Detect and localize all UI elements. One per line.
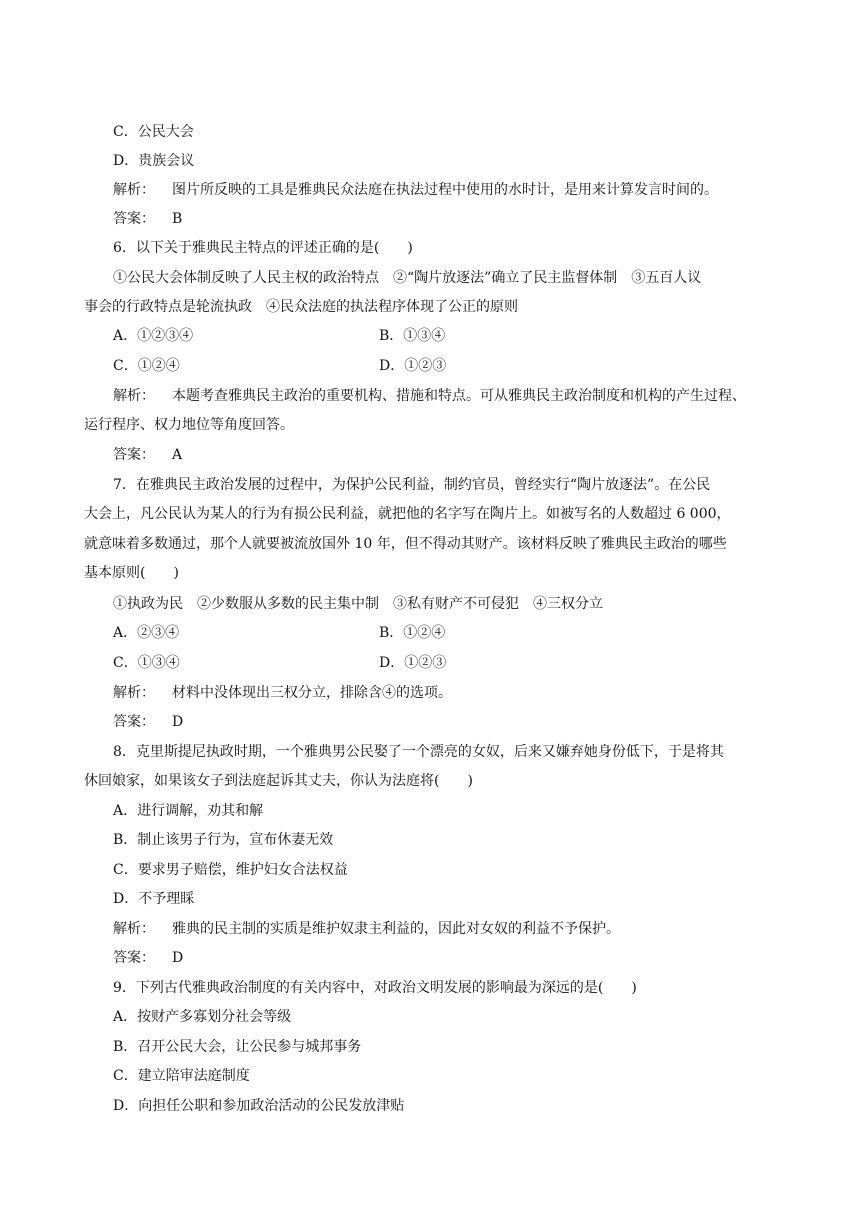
q7-stem-line2: 大会上，凡公民认为某人的行为有损公民利益，就把他的名字写在陶片上。如被写名的人数超过 6 000， bbox=[84, 506, 731, 522]
q6-answer bbox=[113, 441, 182, 470]
answer-value: B bbox=[172, 211, 183, 227]
q7-items: ①执政为民 ②少数服从多数的民主集中制 ③私有财产不可侵犯 ④三权分立 bbox=[113, 596, 603, 612]
q5-option-c: C．公民大会 bbox=[113, 124, 194, 140]
q6-stem: 6．以下关于雅典民主特点的评述正确的是( ) bbox=[113, 240, 413, 256]
answer-label: 答案： bbox=[113, 950, 155, 966]
q6-items-line1: ①公民大会体制反映了人民主权的政治特点 ②“陶片放逐法”确立了民主监督体制 ③五百人议 bbox=[113, 270, 702, 286]
q5-analysis bbox=[113, 176, 718, 205]
answer-value: D bbox=[172, 714, 184, 730]
q7-option-b: B．①②④ bbox=[379, 625, 446, 641]
q9-option-d: D．向担任公职和参加政治活动的公民发放津贴 bbox=[113, 1098, 405, 1114]
q7-answer bbox=[113, 708, 183, 737]
q7-option-a: A．②③④ bbox=[113, 625, 180, 641]
analysis-text: 材料中没体现出三权分立，排除含④的选项。 bbox=[172, 685, 452, 701]
analysis-label: 解析： bbox=[113, 388, 155, 404]
q6-items-line2: 事会的行政特点是轮流执政 ④民众法庭的执法程序体现了公正的原则 bbox=[84, 299, 518, 315]
analysis-text: 本题考查雅典民主政治的重要机构、措施和特点。可从雅典民主政治制度和机构的产生过程、 bbox=[172, 388, 746, 404]
answer-label: 答案： bbox=[113, 211, 155, 227]
answer-label: 答案： bbox=[113, 714, 155, 730]
analysis-label: 解析： bbox=[113, 921, 155, 937]
q8-stem-line2: 休回娘家，如果该女子到法庭起诉其丈夫，你认为法庭将( ) bbox=[84, 773, 473, 789]
q8-option-d: D．不予理睬 bbox=[113, 891, 195, 907]
q7-stem-line3: 就意味着多数通过，那个人就要被流放国外 10 年，但不得动其财产。该材料反映了雅典民主政治的哪些 bbox=[84, 536, 727, 552]
q5-option-d: D．贵族会议 bbox=[113, 153, 195, 169]
q8-option-a: A．进行调解，劝其和解 bbox=[113, 803, 264, 819]
q6-option-a: A．①②③④ bbox=[113, 328, 194, 344]
q8-analysis bbox=[113, 915, 620, 944]
analysis-label: 解析： bbox=[113, 182, 155, 198]
q6-analysis bbox=[113, 382, 746, 411]
answer-label: 答案： bbox=[113, 447, 155, 463]
answer-value: A bbox=[172, 447, 183, 463]
q8-stem-line1: 8．克里斯提尼执政时期，一个雅典男公民娶了一个漂亮的女奴，后来又嫌弃她身份低下，于是将其 bbox=[113, 744, 724, 760]
q6-option-d: D．①②③ bbox=[379, 358, 447, 374]
q9-option-a: A．按财产多寡划分社会等级 bbox=[113, 1009, 292, 1025]
q7-stem-line1: 7．在雅典民主政治发展的过程中，为保护公民利益，制约官员，曾经实行“陶片放逐法”。在公民 bbox=[113, 477, 711, 493]
analysis-text: 图片所反映的工具是雅典民众法庭在执法过程中使用的水时计，是用来计算发言时间的。 bbox=[172, 182, 718, 198]
q9-stem: 9．下列古代雅典政治制度的有关内容中，对政治文明发展的影响最为深远的是( ) bbox=[113, 980, 637, 996]
analysis-text: 雅典的民主制的实质是维护奴隶主利益的，因此对女奴的利益不予保护。 bbox=[172, 921, 620, 937]
q9-option-c: C．建立陪审法庭制度 bbox=[113, 1068, 250, 1084]
answer-value: D bbox=[172, 950, 184, 966]
q7-stem-line4: 基本原则( ) bbox=[84, 565, 179, 581]
q8-option-c: C．要求男子赔偿，维护妇女合法权益 bbox=[113, 862, 348, 878]
q9-option-b: B．召开公民大会，让公民参与城邦事务 bbox=[113, 1039, 362, 1055]
q7-analysis bbox=[113, 679, 452, 708]
q7-option-d: D．①②③ bbox=[379, 655, 447, 671]
q6-analysis-line2: 运行程序、权力地位等角度回答。 bbox=[84, 417, 294, 433]
q5-answer bbox=[113, 205, 182, 234]
q8-option-b: B．制止该男子行为，宣布休妻无效 bbox=[113, 832, 334, 848]
q6-option-b: B．①③④ bbox=[379, 328, 446, 344]
q8-answer bbox=[113, 944, 183, 973]
q6-option-c: C．①②④ bbox=[113, 358, 180, 374]
analysis-label: 解析： bbox=[113, 685, 155, 701]
q7-option-c: C．①③④ bbox=[113, 655, 180, 671]
